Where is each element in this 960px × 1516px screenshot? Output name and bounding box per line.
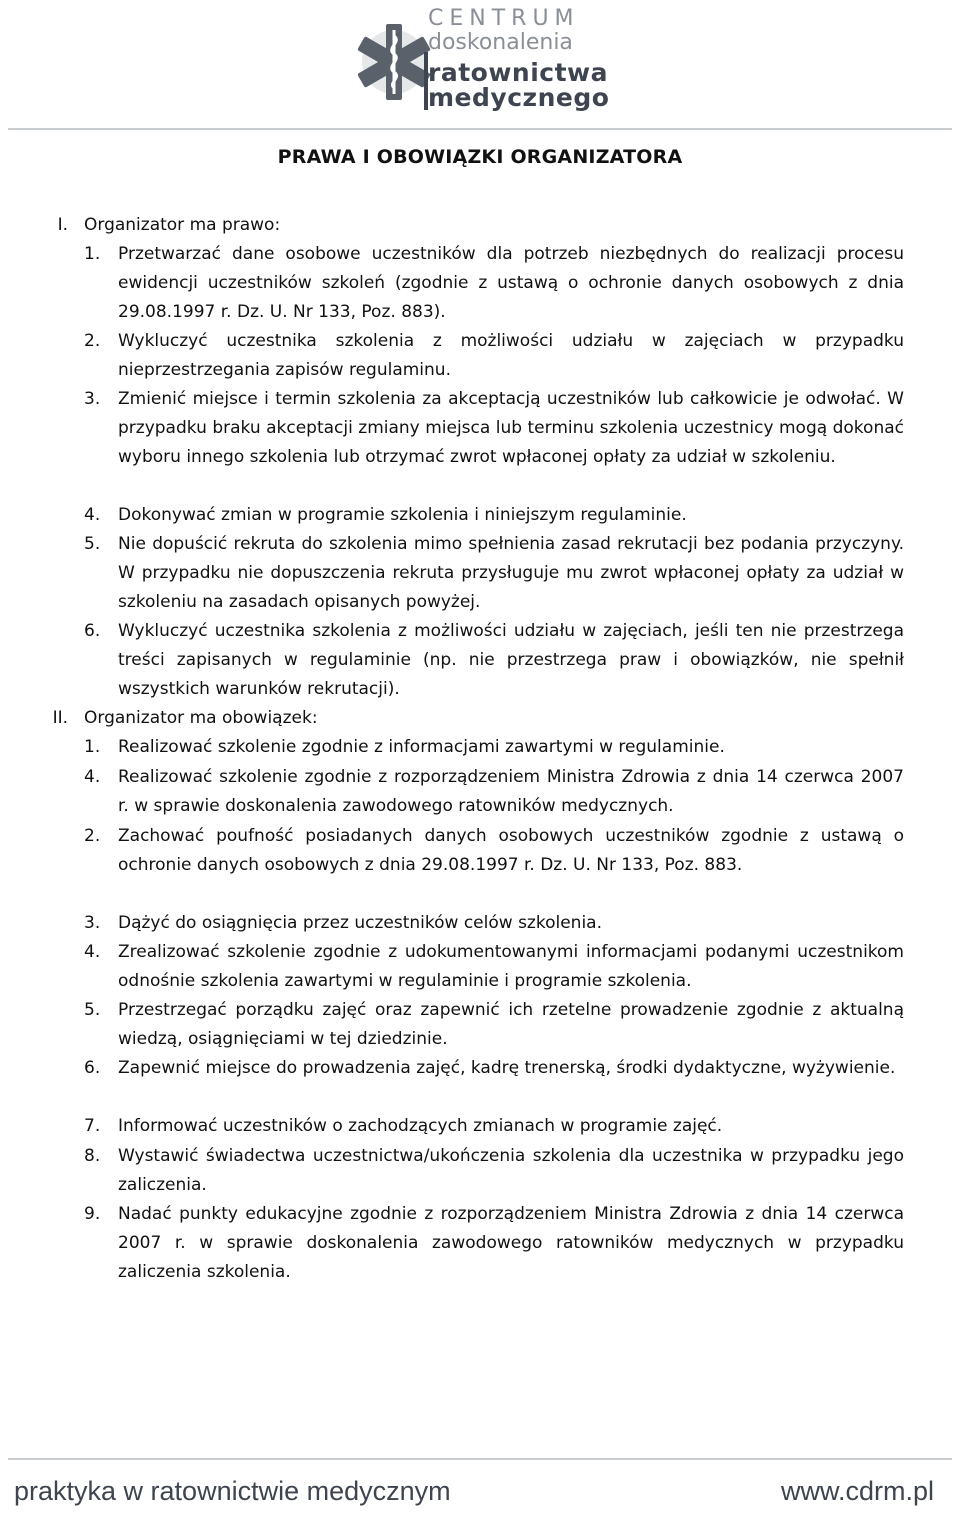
item-text: Dążyć do osiągnięcia przez uczestników celów szkolenia.: [118, 913, 602, 933]
item-number: 1.: [84, 737, 101, 757]
section-number: I.: [57, 215, 68, 235]
item-number: 9.: [84, 1204, 101, 1224]
logo-line-3: ratownictwa: [428, 58, 609, 87]
page-footer: [0, 1458, 960, 1516]
list-item: [84, 1054, 904, 1083]
item-text: Nadać punkty edukacyjne zgodnie z rozporządzeniem Ministra Zdrowia z dnia 14 czerwca 2007 r. w sprawie doskonalenia zawodowego ratowników medycznych w przypadku zaliczenia szkolenia.: [118, 1204, 904, 1282]
item-text: Przetwarzać dane osobowe uczestników dla potrzeb niezbędnych do realizacji procesu ewidencji uczestników szkoleń (zgodnie z ustawą o ochronie danych osobowych z dnia 29.08.1997 r. Dz. U. Nr 133, Poz. 883).: [118, 244, 904, 322]
item-text: Przestrzegać porządku zajęć oraz zapewnić ich rzetelne prowadzenie zgodnie z aktualną wiedzą, osiągnięciami w tej dziedzinie.: [118, 1000, 904, 1049]
list-item: [84, 763, 904, 821]
footer-website: www.cdrm.pl: [780, 1476, 934, 1506]
item-number: 2.: [84, 331, 101, 351]
item-number: 7.: [84, 1116, 101, 1136]
list-item: [84, 938, 904, 996]
item-text: Zapewnić miejsce do prowadzenia zajęć, kadrę trenerską, środki dydaktyczne, wyżywienie.: [118, 1058, 896, 1078]
item-number: 4.: [84, 505, 101, 525]
item-number: 1.: [84, 244, 101, 264]
logo-line-1: CENTRUM: [428, 6, 580, 31]
page-header: [0, 0, 960, 132]
list-item: [84, 733, 904, 762]
item-number: 4.: [84, 767, 101, 787]
list-item: [84, 240, 904, 327]
section-title: Organizator ma obowiązek:: [84, 708, 318, 728]
item-text: Dokonywać zmian w programie szkolenia i niniejszym regulaminie.: [118, 505, 687, 525]
list-item: [84, 530, 904, 617]
item-number: 3.: [84, 913, 101, 933]
list-item: [84, 1112, 904, 1141]
logo-line-4: medycznego: [428, 83, 610, 112]
item-number: 8.: [84, 1146, 101, 1166]
list-item: [84, 1142, 904, 1200]
item-number: 6.: [84, 621, 101, 641]
list-item: [84, 385, 904, 472]
list-item: [84, 996, 904, 1054]
item-number: 5.: [84, 534, 101, 554]
item-text: Realizować szkolenie zgodnie z rozporządzeniem Ministra Zdrowia z dnia 14 czerwca 2007 r. w sprawie doskonalenia zawodowego ratowników medycznych.: [118, 767, 904, 816]
footer-slogan: praktyka w ratownictwie medycznym: [14, 1476, 451, 1506]
item-text: Zachować poufność posiadanych danych osobowych uczestników zgodnie z ustawą o ochronie danych osobowych z dnia 29.08.1997 r. Dz. U. Nr 133, Poz. 883.: [118, 826, 904, 875]
header-divider: [8, 128, 952, 130]
item-number: 2.: [84, 826, 101, 846]
list-item: [84, 501, 904, 530]
footer-divider: [8, 1458, 952, 1460]
item-text: Wykluczyć uczestnika szkolenia z możliwości udziału w zajęciach, jeśli ten nie przestrzega treści zapisanych w regulaminie (np. nie przestrzega praw i obowiązków, nie spełnił wszystkich warunków rekrutacji).: [118, 621, 904, 699]
item-number: 6.: [84, 1058, 101, 1078]
list-item: [84, 1200, 904, 1287]
page-title: PRAWA I OBOWIĄZKI ORGANIZATORA: [277, 146, 683, 168]
item-number: 4.: [84, 942, 101, 962]
item-text: Informować uczestników o zachodzących zmianach w programie zajęć.: [118, 1116, 723, 1136]
item-number: 3.: [84, 389, 101, 409]
list-item: [84, 822, 904, 880]
item-text: Wystawić świadectwa uczestnictwa/ukończenia szkolenia dla uczestnika w przypadku jego zaliczenia.: [118, 1146, 904, 1195]
list-item: [84, 617, 904, 704]
item-text: Zrealizować szkolenie zgodnie z udokumentowanymi informacjami podanymi uczestnikom odnośnie szkolenia zawartymi w regulaminie i programie szkolenia.: [118, 942, 904, 991]
item-text: Nie dopuścić rekruta do szkolenia mimo spełnienia zasad rekrutacji bez podania przyczyny. W przypadku nie dopuszczenia rekruta przysługuje mu zwrot wpłaconej opłaty za udział w szkoleniu na zasadach opisanych powyżej.: [118, 534, 904, 612]
logo-line-2: doskonalenia: [428, 30, 573, 55]
list-item: [84, 909, 904, 938]
item-text: Zmienić miejsce i termin szkolenia za akceptacją uczestników lub całkowicie je odwołać. W przypadku braku akceptacji zmiany miejsca lub terminu szkolenia uczestnicy mogą dokonać wyboru innego szkolenia lub otrzymać zwrot wpłaconej opłaty za udział w szkoleniu.: [118, 389, 904, 467]
logo-wordmark: [428, 6, 610, 112]
item-text: Realizować szkolenie zgodnie z informacjami zawartymi w regulaminie.: [118, 737, 725, 757]
list-item: [84, 327, 904, 385]
item-number: 5.: [84, 1000, 101, 1020]
item-text: Wykluczyć uczestnika szkolenia z możliwości udziału w zajęciach w przypadku nieprzestrzegania zapisów regulaminu.: [118, 331, 904, 380]
section-number: II.: [52, 708, 68, 728]
section-title: Organizator ma prawo:: [84, 215, 281, 235]
